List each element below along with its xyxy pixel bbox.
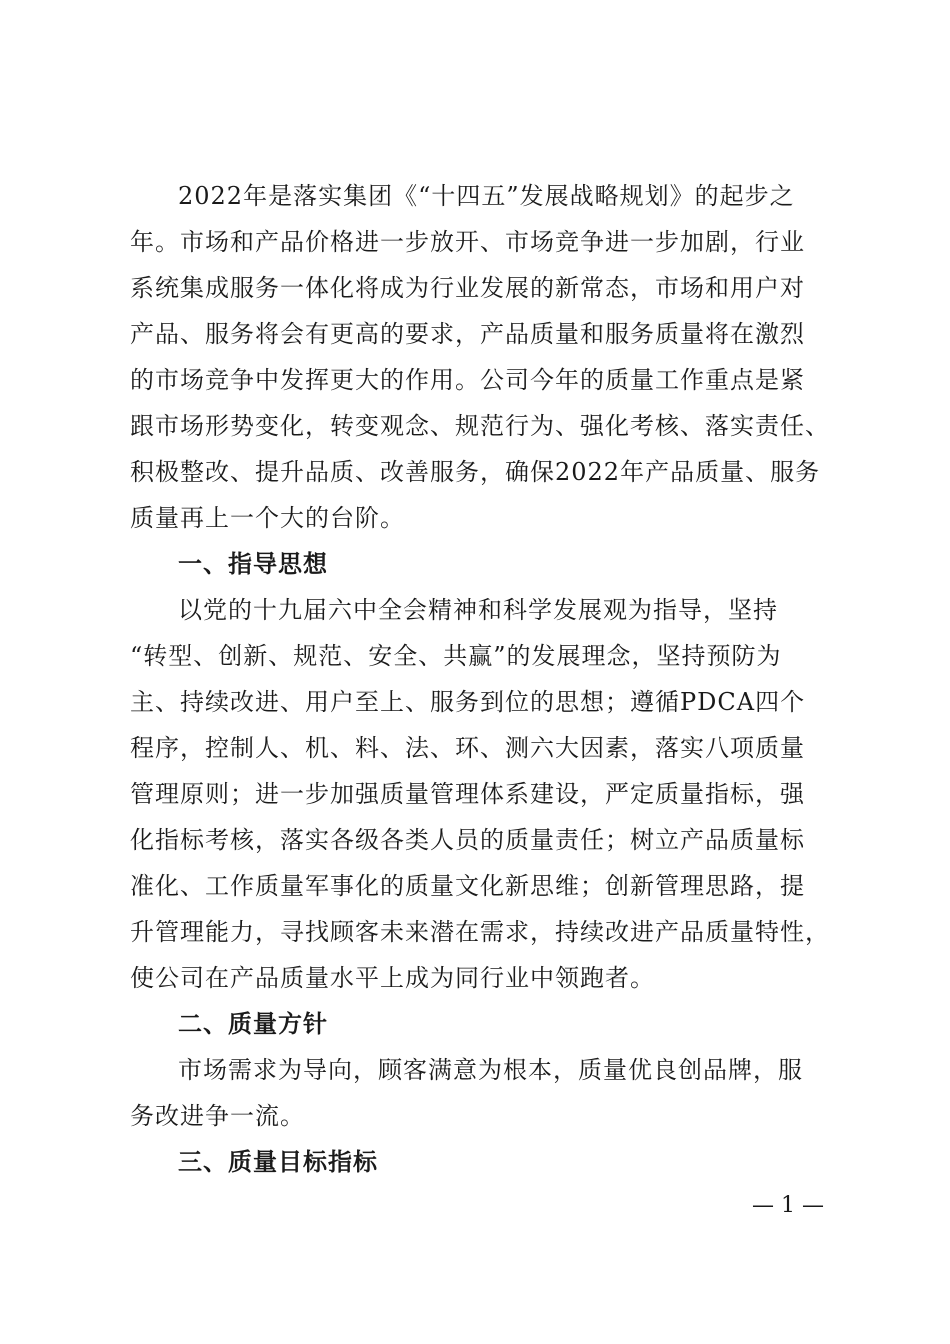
section-1-line-1-text: 以党的十九届六中全会精神和科学发展观为指导，坚持 (178, 596, 778, 624)
section-2-line-2-text: 务改进争一流。 (130, 1102, 305, 1130)
section-1-line-6 (0, 817, 950, 863)
section-1-line-1 (0, 587, 950, 633)
intro-line-1 (0, 173, 950, 219)
intro-line-5-text: 的市场竞争中发挥更大的作用。公司今年的质量工作重点是紧 (130, 366, 805, 394)
section-1-heading (0, 541, 950, 587)
intro-line-3-text: 系统集成服务一体化将成为行业发展的新常态，市场和用户对 (130, 274, 805, 302)
section-1-line-7-text: 准化、工作质量军事化的质量文化新思维；创新管理思路，提 (130, 872, 805, 900)
section-1-line-2 (0, 633, 950, 679)
intro-line-4-text: 产品、服务将会有更高的要求，产品质量和服务质量将在激烈 (130, 320, 805, 348)
section-1-line-3 (0, 679, 950, 725)
intro-line-1-text: 2022年是落实集团《“十四五”发展战略规划》的起步之 (178, 182, 795, 210)
intro-line-8-text: 质量再上一个大的台阶。 (130, 504, 405, 532)
section-1-line-9 (0, 955, 950, 1001)
section-2-line-1 (0, 1047, 950, 1093)
section-1-heading-text: 一、指导思想 (178, 550, 328, 578)
section-1-line-8-text: 升管理能力，寻找顾客未来潜在需求，持续改进产品质量特性， (130, 918, 830, 946)
section-1-line-6-text: 化指标考核，落实各级各类人员的质量责任；树立产品质量标 (130, 826, 805, 854)
intro-line-2-text: 年。市场和产品价格进一步放开、市场竞争进一步加剧，行业 (130, 228, 805, 256)
intro-line-5 (0, 357, 950, 403)
intro-line-8 (0, 495, 950, 541)
section-2-heading-text: 二、质量方针 (178, 1010, 328, 1038)
intro-line-7-text: 积极整改、提升品质、改善服务，确保2022年产品质量、服务 (130, 458, 821, 486)
intro-line-6 (0, 403, 950, 449)
section-1-line-2-text: “转型、创新、规范、安全、共赢”的发展理念，坚持预防为 (130, 642, 782, 670)
intro-line-4 (0, 311, 950, 357)
intro-line-7 (0, 449, 950, 495)
section-1-line-3-text: 主、持续改进、用户至上、服务到位的思想；遵循PDCA四个 (130, 688, 806, 716)
section-2-heading (0, 1001, 950, 1047)
section-2-line-2 (0, 1093, 950, 1139)
section-1-line-5-text: 管理原则；进一步加强质量管理体系建设，严定质量指标，强 (130, 780, 805, 808)
section-3-heading (0, 1139, 950, 1185)
intro-line-6-text: 跟市场形势变化，转变观念、规范行为、强化考核、落实责任、 (130, 412, 830, 440)
section-1-line-5 (0, 771, 950, 817)
section-1-line-8 (0, 909, 950, 955)
section-1-line-9-text: 使公司在产品质量水平上成为同行业中领跑者。 (130, 964, 655, 992)
section-1-line-7 (0, 863, 950, 909)
intro-line-2 (0, 219, 950, 265)
section-3-heading-text: 三、质量目标指标 (178, 1148, 378, 1176)
page-number: — 1 — (752, 1193, 824, 1218)
section-2-line-1-text: 市场需求为导向，顾客满意为根本，质量优良创品牌，服 (178, 1056, 803, 1084)
section-1-line-4-text: 程序，控制人、机、料、法、环、测六大因素，落实八项质量 (130, 734, 805, 762)
section-1-line-4 (0, 725, 950, 771)
intro-line-3 (0, 265, 950, 311)
